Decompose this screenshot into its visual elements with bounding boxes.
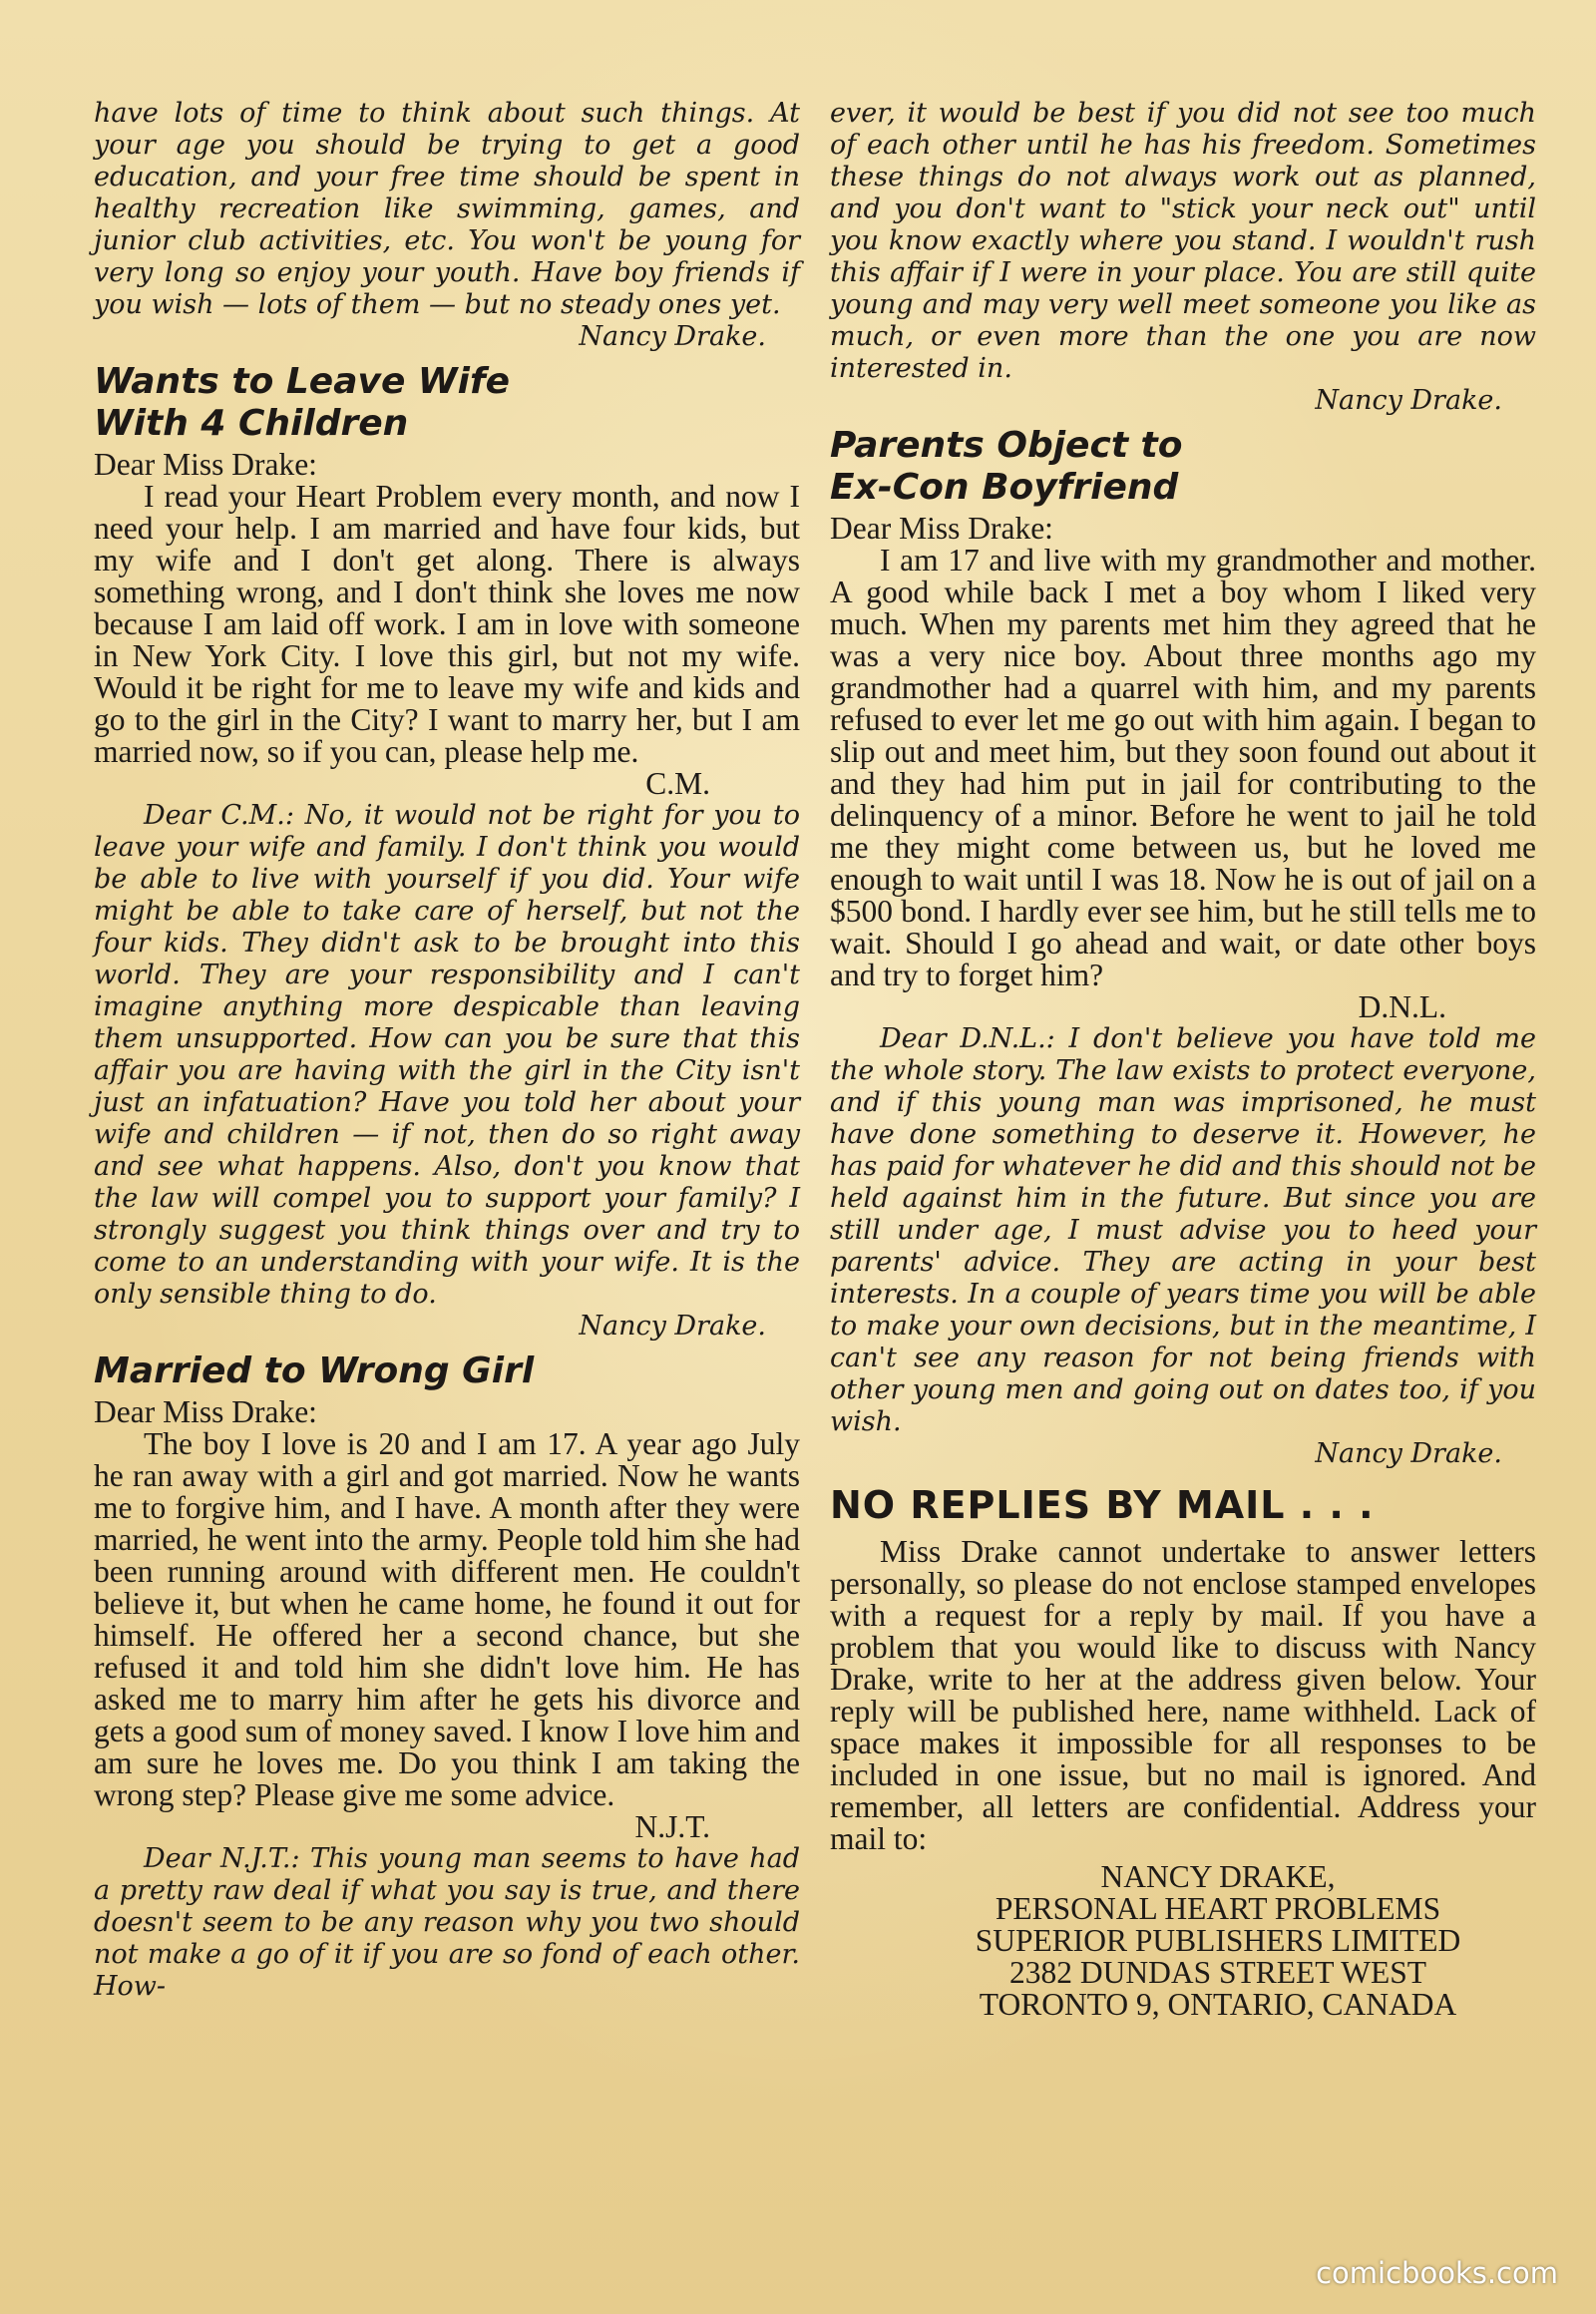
letter1-heading	[94, 361, 800, 445]
letter3-initials: D.N.L.	[1358, 989, 1446, 1024]
address-line-street: 2382 DUNDAS STREET WEST	[1009, 1955, 1426, 1990]
letter2-reply-start: Dear N.J.T.: This young man seems to have had a pretty raw deal if what you say is true, and there doesn't seem to be any reason why you two should not make a go of it if you are so fond of each other. How-	[94, 1843, 800, 2002]
letter1-signature: Nancy Drake.	[579, 1311, 766, 1342]
letter1-reply: Dear C.M.: No, it would not be right for you to leave your wife and family. I don't think you would be able to live with yourself if you did. Your wife might be able to take care of herself, but not the four kids. They didn't ask to be brought into this world. They are your responsibility and I can't imagine anything more despicable than leaving them unsupported. How can you be sure that this affair you are having with the girl in the City isn't just an infatuation? Have you told her about your wife and children — if not, then do so right away and see what happens. Also, don't you know that the law will compel you to support your family? I strongly suggest you think things over and try to come to an understanding with your wife. It is the only sensible thing to do.	[94, 800, 800, 1310]
intro-reply: have lots of time to think about such things. At your age you should be trying to get a good education, and your free time should be spent in healthy recreation like swimming, games, and junior club activities, etc. You won't be young for very long so enjoy your youth. Have boy friends if you wish — lots of them — but no steady ones yet.	[94, 98, 800, 320]
letter2-body: The boy I love is 20 and I am 17. A year ago July he ran away with a girl and got married. Now he wants me to forgive him, and I have. A month after they were married, he went into the army. People told him she had been running around with different men. He couldn't believe it, but when he came home, he found it out for himself. He offered her a second chance, but she refused it and told him she didn't love him. He has asked me to marry him after he gets his divorce and gets a good sum of money saved. I know I love him and am sure he loves me. Do you think I am taking the wrong step? Please give me some advice.	[94, 1426, 800, 1812]
address-line-city: TORONTO 9, ONTARIO, CANADA	[979, 1987, 1457, 2022]
reply-continued-signature: Nancy Drake.	[1315, 385, 1502, 416]
notice-heading: NO REPLIES BY MAIL . . .	[830, 1483, 1375, 1527]
address-line-name: NANCY DRAKE,	[1100, 1859, 1336, 1894]
letter2-heading: Married to Wrong Girl	[94, 1350, 535, 1391]
intro-signature: Nancy Drake.	[579, 321, 766, 352]
letter3-body: I am 17 and live with my grandmother and mother. A good while back I met a boy whom I liked very much. When my parents met him they agreed that he was a very nice boy. About three months ago my grandmother had a quarrel with him, and my parents refused to ever let me go out with him again. I began to slip out and meet him, but they soon found out about it and they had him put in jail for contributing to the delinquency of a minor. Before he went to jail he told me they might come between us, but he loved me enough to wait until I was 18. Now he is out of jail on a $500 bond. I hardly ever see him, but he still tells me to wait. Should I go ahead and wait, or date other boys and try to forget him?	[830, 543, 1536, 992]
letter1-body: I read your Heart Problem every month, and now I need your help. I am married and have four kids, but my wife and I don't get along. There is always something wrong, and I don't think she loves me now because I am laid off work. I am in love with someone in New York City. I love this girl, but not my wife. Would it be right for me to leave my wife and kids and go to the girl in the City? I want to marry her, but I am married now, so if you can, please help me.	[94, 479, 800, 769]
reply-continued: ever, it would be best if you did not see too much of each other until he has his freedom. Sometimes these things do not always work out as planned, and you don't want to "stick your neck out" until you know exactly where you stand. I wouldn't rush this affair if I were in your place. You are still quite young and may very well meet someone you like as much, or even more than the one you are now interested in.	[830, 98, 1536, 384]
address-line-department: PERSONAL HEART PROBLEMS	[995, 1891, 1441, 1926]
letter1-salutation: Dear Miss Drake:	[94, 447, 317, 482]
mailing-address	[830, 1861, 1536, 2021]
letter1-heading-line1: Wants to Leave Wife	[94, 361, 511, 402]
letter3-reply: Dear D.N.L.: I don't believe you have told me the whole story. The law exists to protect everyone, and if this young man was imprisoned, he must have done something to deserve it. However, he has paid for whatever he did and this should not be held against him in the future. But since you are still under age, I must advise you to heed your parents' advice. They are acting in your best interests. In a couple of years time you will be able to make your own decisions, but in the meantime, I can't see any reason for not being friends with other young men and going out on dates too, if you wish.	[830, 1023, 1536, 1437]
letter2-salutation: Dear Miss Drake:	[94, 1394, 317, 1429]
letter-married-to-wrong-girl	[94, 1350, 800, 2003]
letter3-signature: Nancy Drake.	[1315, 1438, 1502, 1469]
letter-wants-to-leave-wife	[94, 361, 800, 1343]
address-line-publisher: SUPERIOR PUBLISHERS LIMITED	[975, 1923, 1461, 1958]
watermark-text: comicbooks.com	[1316, 2256, 1558, 2290]
letter3-heading-line1: Parents Object to	[830, 425, 1183, 466]
letter3-heading	[830, 425, 1536, 509]
left-column	[94, 98, 800, 2003]
notice-body: Miss Drake cannot undertake to answer letters personally, so please do not enclose stamped envelopes with a request for a reply by mail. If you have a problem that you would like to discuss with Nancy Drake, write to her at the address given below. Your reply will be published here, name withheld. Lack of space makes it impossible for all responses to be included in one issue, but no mail is ignored. And remember, all letters are confidential. Address your mail to:	[830, 1534, 1536, 1856]
letter3-salutation: Dear Miss Drake:	[830, 511, 1053, 546]
letter1-initials: C.M.	[645, 766, 710, 801]
right-column	[830, 98, 1536, 2021]
letter2-initials: N.J.T.	[634, 1809, 710, 1844]
letter3-heading-line2: Ex-Con Boyfriend	[830, 467, 1179, 508]
letter-parents-object	[830, 425, 1536, 1470]
no-replies-notice	[830, 1482, 1536, 2021]
letter1-heading-line2: With 4 Children	[94, 403, 409, 444]
